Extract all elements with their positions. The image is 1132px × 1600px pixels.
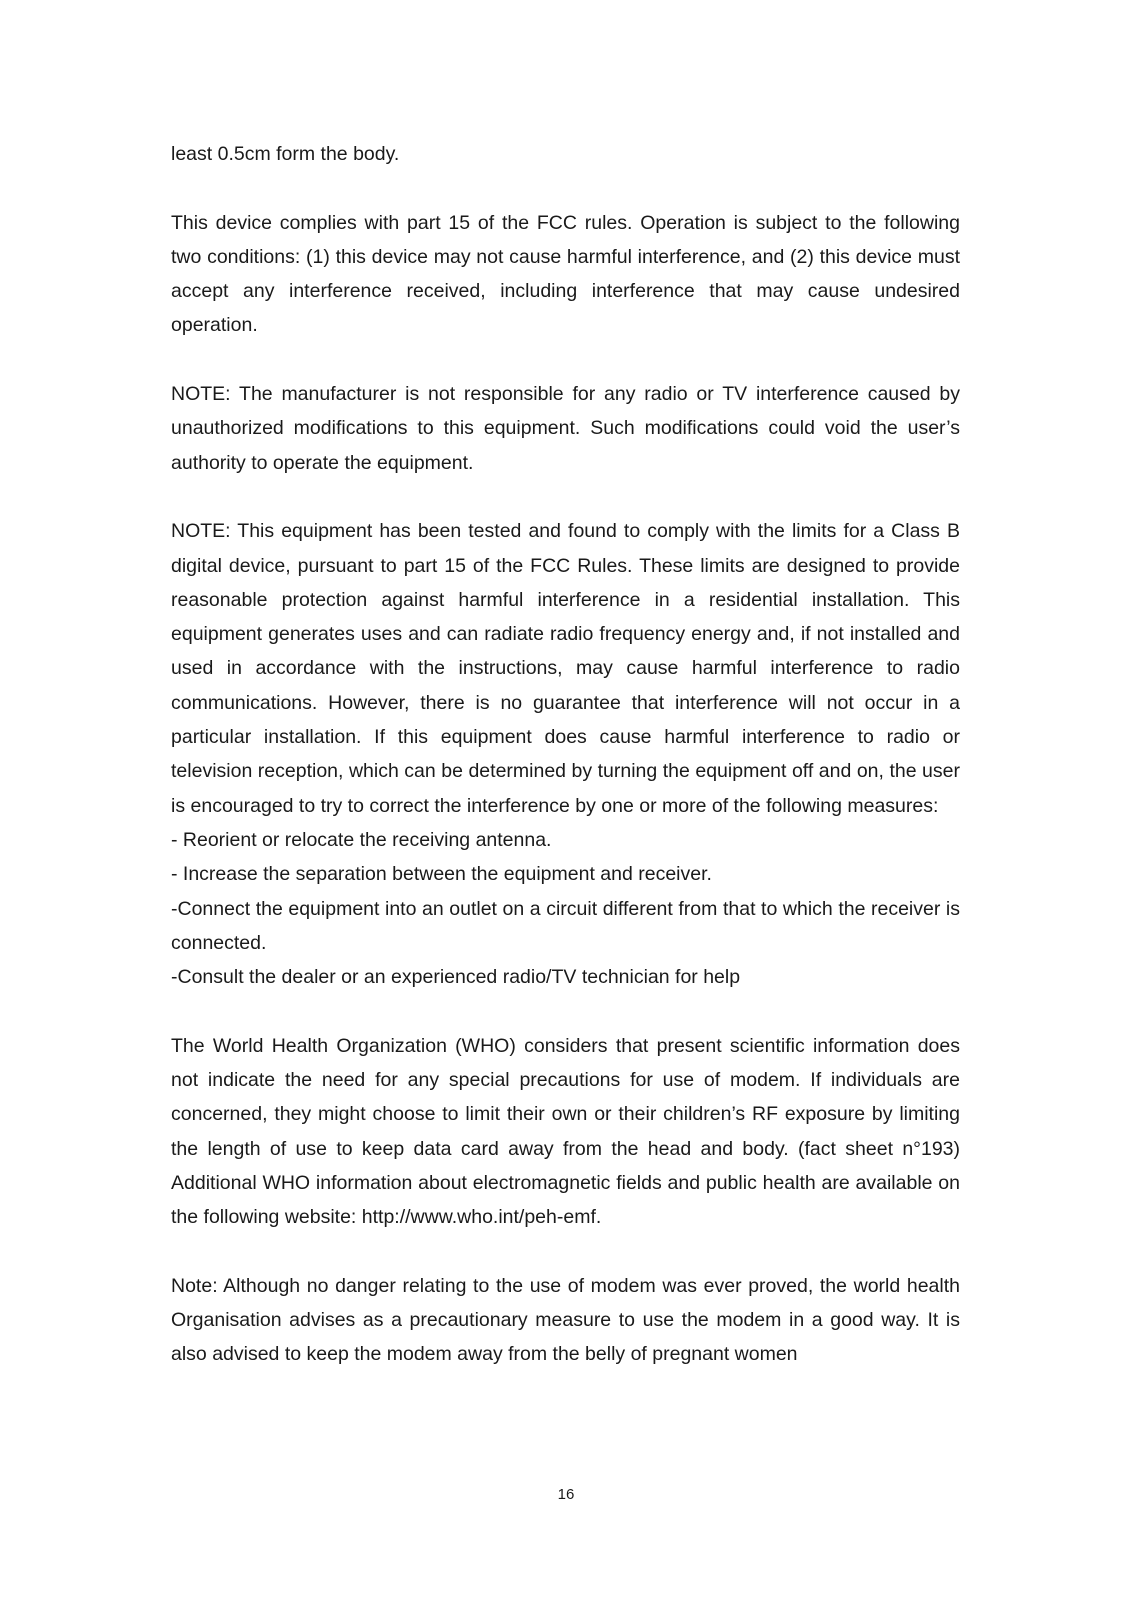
list-item: - Increase the separation between the equipment and receiver. bbox=[171, 863, 712, 886]
list-item: -Consult the dealer or an experienced radio/TV technician for help bbox=[171, 966, 741, 989]
page-body bbox=[171, 137, 960, 1372]
paragraph-body-distance: least 0.5cm form the body. bbox=[171, 143, 400, 165]
paragraph-class-b-note: NOTE: This equipment has been tested and found to comply with the limits for a Class B digital device, pursuant to part 15 of the FCC Rules. These limits are designed to provide reasonable protection against harmful interference in a residential installation. This equipment generates uses and can radiate radio frequency energy and, if not installed and used in accordance with the instructions, may cause harmful interference to radio communications. However, there is no guarantee that interference will not occur in a particular installation. If this equipment does cause harmful interference to radio or television reception, which can be determined by turning the equipment off and on, the user is encouraged to try to correct the interference by one or more of the following measures: bbox=[171, 520, 960, 817]
paragraph-fcc-compliance: This device complies with part 15 of the FCC rules. Operation is subject to the following two conditions: (1) this device may not cause harmful interference, and (2) this device must accept any interference received, including interference that may cause undesired operation. bbox=[171, 211, 960, 337]
paragraph-manufacturer-note: NOTE: The manufacturer is not responsible for any radio or TV interference caused by unauthorized modifications to this equipment. Such modifications could void the user’s authority to operate the equipment. bbox=[171, 383, 960, 474]
measures-list bbox=[171, 823, 960, 994]
paragraph-precaution-note: Note: Although no danger relating to the use of modem was ever proved, the world health Organisation advises as a precautionary measure to use the modem in a good way. It is also advised to keep the modem away from the belly of pregnant women bbox=[171, 1274, 960, 1366]
list-item: -Connect the equipment into an outlet on a circuit different from that to which the receiver is connected. bbox=[171, 897, 960, 954]
list-item: - Reorient or relocate the receiving antenna. bbox=[171, 828, 552, 851]
page-number: 16 bbox=[557, 1486, 575, 1503]
paragraph-who-information: The World Health Organization (WHO) considers that present scientific information does not indicate the need for any special precautions for use of modem. If individuals are concerned, they might choose to limit their own or their children’s RF exposure by limiting the length of use to keep data card away from the head and body. (fact sheet n°193) Additional WHO information about electromagnetic fields and public health are available on the following website: http://www.who.int/peh-emf. bbox=[171, 1034, 960, 1229]
